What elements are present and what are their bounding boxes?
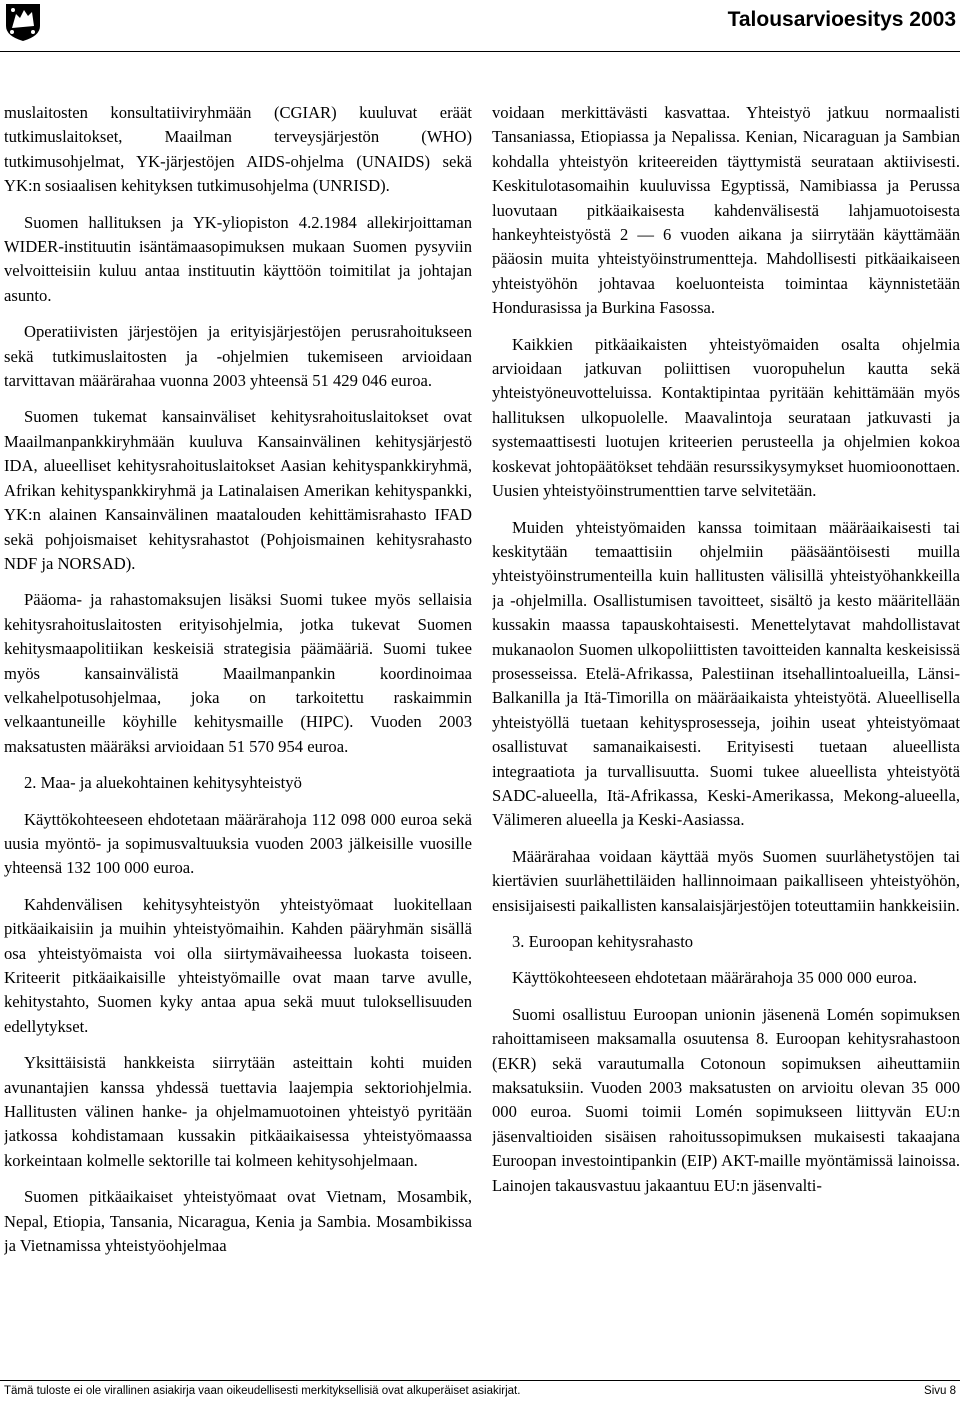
paragraph: Kaikkien pitkäaikaisten yhteistyömaiden osalta ohjelmia arvioidaan jatkuvan poliittisen vuoropuhelun kautta sekä yhteistyöneuvotteluissa. Kontaktipintaa pyritään kehittämään myös hallituksen ulkopuolelle. Maavalintoja seurataan jatkuvasti ja systemaattisesti luotujen kriteerien perusteella ja ohjelmien kokoa koskevat johtopäätökset tehdään resurssikysymykset huomioonottaen. Uusien yhteistyöinstrumenttien tarve selvitetään.	[492, 334, 960, 501]
section-heading: 2. Maa- ja aluekohtainen kehitysyhteistyö	[24, 773, 302, 793]
section-heading: 3. Euroopan kehitysrahasto	[512, 932, 694, 951]
paragraph: muslaitosten konsultatiiviryhmään (CGIAR) kuuluvat eräät tutkimuslaitokset, Maailman terveysjärjestön (WHO) tutkimusohjelmat, YK-järjestöjen AIDS-ohjelma (UNAIDS) sekä YK:n sosiaalisen kehityksen tutkimusohjelma (UNRISD).	[4, 103, 472, 196]
paragraph: Suomen tukemat kansainväliset kehitysrahoituslaitokset ovat Maailmanpankkiryhmään kuuluva Kansainvälinen kehitysjärjestö IDA, alueelliset kehitysrahoituslaitokset Aasian kehityspankkiryhmä, Afrikan kehityspankkiryhmä ja Latinalaisen Amerikan kehityspankki, YK:n alainen Kansainvälinen maatalouden kehittämisrahasto IFAD sekä pohjoismaiset kehitysrahastot (Pohjoismainen kehitysrahasto NDF ja NORSAD).	[4, 407, 472, 573]
paragraph: Kahdenvälisen kehitysyhteistyön yhteistyömaat luokitellaan pitkäaikaisiin ja muihin yhteistyömaihin. Kahden pääryhmän sisällä osa yhteistyömaista voi olla siirtymävaiheessa luokasta toiseen. Kriteerit pitkäaikaisille yhteistyömaille ovat maan tarve avulle, kehitystahto, Suomen kyky antaa apua sekä muut tuloksellisuuden edellytykset.	[4, 894, 472, 1036]
paragraph: Käyttökohteeseen ehdotetaan määrärahoja 112 098 000 euroa sekä uusia myöntö- ja sopimusvaltuuksia vuoden 2003 jälkeisille vuosille yhteensä 132 100 000 euroa.	[4, 809, 472, 878]
paragraph: voidaan merkittävästi kasvattaa. Yhteistyö jatkuu normaalisti Tansaniassa, Etiopiassa ja Nepalissa. Kenian, Nicaraguan ja Sambian kohdalla yhteistyön kriteereiden täyttymistä seurataan aktiivisesti. Keskitulotasomaihin kuuluvissa Egyptissä, Namibiassa ja Perussa luovutaan pitkäaikaisesta kahdenvälisestä lahjamuotoisesta hankeyhteistyöstä 2 — 6 vuoden aikana ja siirrytään käyttämään pääosin muita yhteistyöinstrumentteja. Mahdollisesti pitkäaikaiseen yhteistyöhön johtavaa koeluonteista toimintaa käynnistetään Hondurasissa ja Burkina Fasossa.	[492, 103, 960, 318]
paragraph: Suomen hallituksen ja YK-yliopiston 4.2.1984 allekirjoittaman WIDER-instituutin isäntämaasopimuksen mukaan Suomen pysyviin velvoitteisiin kuluu antaa instituutin käyttöön toimitilat ja johtajan asunto.	[4, 212, 472, 305]
paragraph: Suomi osallistuu Euroopan unionin jäsenenä Lomén sopimuksen rahoittamiseen maksamalla osuutensa 8. Euroopan kehitysrahastoon (EKR) sekä varautumalla Cotonoun sopimuksen aiheuttamiin maksatuksiin. Vuoden 2003 maksatusten on arvioitu olevan 35 000 000 euroa. Suomi toimii Lomén sopimukseen liittyvän EU:n jäsenvaltioiden sisäisen rahoitussopimuksen mukaisesti takaajana Euroopan investointipankin (EIP) AKT-maille myöntämissä lainoissa. Lainojen takausvastuu jakaantuu EU:n jäsenvalti-	[492, 1004, 960, 1195]
footer-divider	[0, 1380, 960, 1381]
paragraph: Käyttökohteeseen ehdotetaan määrärahoja 35 000 000 euroa.	[512, 968, 917, 988]
paragraph: Yksittäisistä hankkeista siirrytään asteittain kohti muiden avunantajien kanssa yhdessä tuettavia laajempia sektoriohjelmia. Hallitusten välinen hanke- ja ohjelmamuotoinen yhteistyö pyritään jatkossa kohdistamaan kussakin pitkäaikaisessa yhteistyömaassa korkeintaan kolmelle sektorille tai kolmeen kehitysohjelmaan.	[4, 1053, 472, 1170]
lion-emblem-icon	[4, 2, 42, 42]
page-footer	[4, 1385, 956, 1397]
page-number: Sivu 8	[924, 1385, 956, 1397]
right-column	[492, 101, 960, 1371]
paragraph: Määrärahaa voidaan käyttää myös Suomen suurlähetystöjen tai kiertävien suurlähettiläiden hallinnoimaan paikalliseen yhteistyöhön, ensisijaisesti paikallisten kansalaisjärjestöjen toteuttamiin hankkeisiin.	[492, 846, 960, 915]
header-divider	[0, 51, 960, 52]
paragraph: Operatiivisten järjestöjen ja erityisjärjestöjen perusrahoitukseen sekä tutkimuslaitosten ja -ohjelmien tukemiseen arvioidaan tarvittavan määrärahaa vuonna 2003 yhteensä 51 429 046 euroa.	[4, 322, 472, 391]
left-column	[4, 101, 472, 1371]
paragraph: Pääoma- ja rahastomaksujen lisäksi Suomi tukee myös sellaisia kehitysrahoituslaitosten erityisohjelmia, jotka tukevat Suomen kehitysmaapolitiikan keskeisiä strategisia päämääriä. Suomi tukee myös kansainvälistä Maailmanpankin koordinoimaa velkahelpotusohjelmaa, joka on tarkoitettu raskaimmin velkaantuneille köyhille kehitysmaille (HIPC). Vuoden 2003 maksatusten määräksi arvioidaan 51 570 954 euroa.	[4, 590, 472, 756]
footer-notice: Tämä tuloste ei ole virallinen asiakirja vaan oikeudellisesti merkityksellisiä ovat alkuperäiset asiakirjat.	[4, 1385, 521, 1397]
coat-of-arms-logo	[4, 2, 42, 42]
document-title: Talousarvioesitys 2003	[727, 8, 956, 31]
paragraph: Muiden yhteistyömaiden kanssa toimitaan määräaikaisesti tai keskitytään temaattisiin ohjelmiin pääsääntöisesti muilla yhteistyöinstrumenteilla kuin hallitusten välisillä yhteistyöhankkeilla ja -ohjelmilla. Osallistumisen tavoitteet, sisältö ja kesto määritellään kussakin maassa tapauskohtaisesti. Menettelytavat mahdollistavat mukanaolon Suomen ulkopoliittisten tavoitteiden kannalta keskeisissä prosesseissa. Etelä-Afrikassa, Palestiinan itsehallintoalueilla, Länsi-Balkanilla ja Itä-Timorilla on määräaikaista yhteistyötä. Alueellisella yhteistyöllä tuetaan kehitysprosesseja, joihin useat yhteistyömaat osallistuvat samanaikaisesti. Erityisesti tuetaan alueellista integraatiota ja turvallisuutta. Suomi tukee alueellista yhteistyötä SADC-alueella, Itä-Afrikassa, Keski-Amerikassa, Mekong-alueella, Välimeren alueella ja Keski-Aasiassa.	[492, 517, 960, 830]
paragraph: Suomen pitkäaikaiset yhteistyömaat ovat Vietnam, Mosambik, Nepal, Etiopia, Tansania, Nicaragua, Kenia ja Sambia. Mosambikissa ja Vietnamissa yhteistyöohjelmaa	[4, 1187, 472, 1256]
